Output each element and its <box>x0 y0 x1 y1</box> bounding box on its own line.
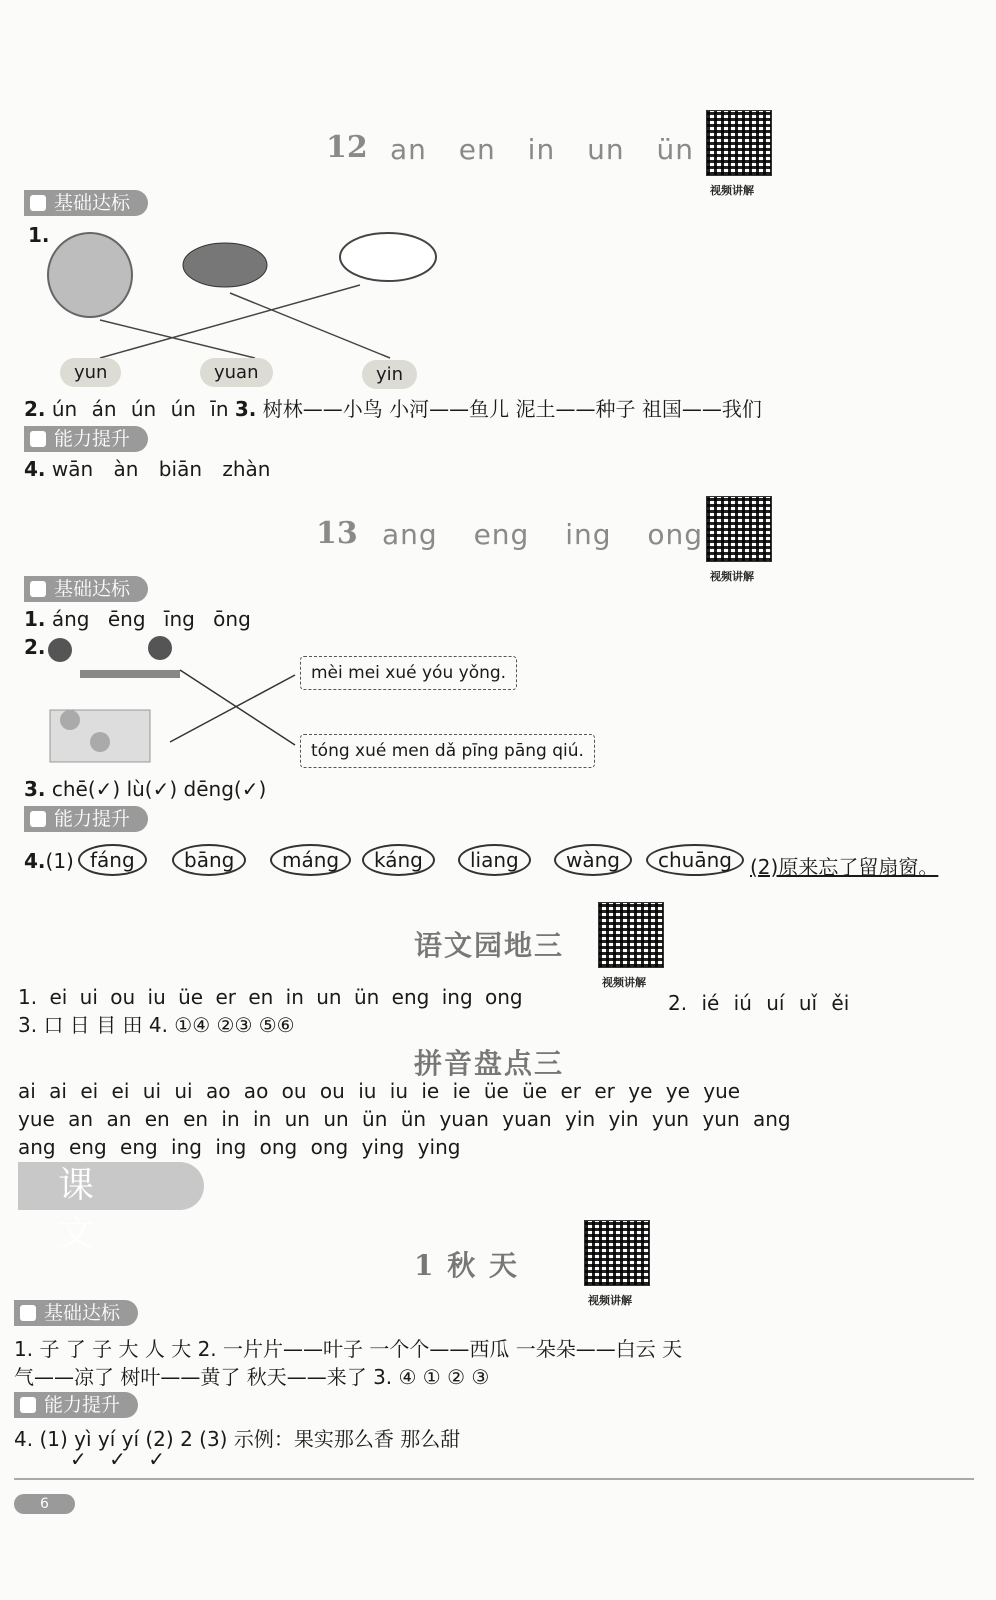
sentence-card: tóng xué men dǎ pīng pāng qiú. <box>300 734 595 768</box>
qr-code-icon[interactable] <box>706 110 772 176</box>
swimmer-figure <box>90 732 110 752</box>
match-line <box>180 670 295 745</box>
activity-illustration <box>40 630 310 770</box>
section-badge-basic: 基础达标 <box>14 1300 138 1326</box>
qr-code-icon[interactable] <box>706 496 772 562</box>
swimmer-figure <box>60 710 80 730</box>
lesson-number-13: 13 <box>316 516 358 551</box>
section-title-garden: 语文园地三 <box>414 929 565 962</box>
book-icon <box>30 195 46 211</box>
answer-line: yue an an en en in in un un ün ün yuan yuan yin yin yun yun ang <box>18 1107 791 1131</box>
dark-cloud-image <box>183 243 267 287</box>
section-badge-advanced: 能力提升 <box>24 806 148 832</box>
question-number: 1. <box>28 223 50 247</box>
section-badge-advanced: 能力提升 <box>24 426 148 452</box>
ping-pong-table <box>80 670 180 678</box>
qr-label: 视频讲解 <box>588 1294 632 1307</box>
answer-line: 4. wān àn biān zhàn <box>24 457 271 481</box>
pinyin-oval: chuāng <box>646 844 744 876</box>
match-line <box>230 293 390 358</box>
lesson-title-12: an en in un ün <box>390 133 694 166</box>
match-line <box>100 285 360 358</box>
ball-image <box>48 233 132 317</box>
answer-line: 4.(1) <box>24 849 74 873</box>
qr-label: 视频讲解 <box>710 184 754 197</box>
child-figure <box>148 636 172 660</box>
sentence-card: mèi mei xué yóu yǒng. <box>300 656 517 690</box>
qr-label: 视频讲解 <box>710 570 754 583</box>
section-badge-basic: 基础达标 <box>24 190 148 216</box>
answer-line: 1. 子 了 子 大 人 大 2. 一片片——叶子 一个个——西瓜 一朵朵——白云 天 <box>14 1337 683 1361</box>
match-line <box>100 320 255 358</box>
pinyin-pill: yun <box>60 358 121 387</box>
answer-line: 3. 口 日 目 田 4. ①④ ②③ ⑤⑥ <box>18 1013 295 1037</box>
lesson-title-13: ang eng ing ong <box>382 518 704 551</box>
section-badge-basic: 基础达标 <box>24 576 148 602</box>
answer-line: 2. ié iú uí uǐ ěi <box>668 991 850 1015</box>
book-icon <box>20 1305 36 1321</box>
pinyin-oval: káng <box>362 844 435 876</box>
white-cloud-image <box>340 233 436 281</box>
pinyin-pill: yuan <box>200 358 273 387</box>
lesson-number-12: 12 <box>326 130 368 165</box>
section-title-review: 拼音盘点三 <box>414 1047 565 1080</box>
answer-line: 4. (1) yì yí yí (2) 2 (3) 示例：果实那么香 那么甜 <box>14 1427 461 1451</box>
chapter-banner: 课文 <box>18 1162 204 1210</box>
book-icon <box>30 431 46 447</box>
qr-code-icon[interactable] <box>584 1220 650 1286</box>
book-icon <box>30 581 46 597</box>
qr-label: 视频讲解 <box>602 976 646 989</box>
pinyin-oval: fáng <box>78 844 147 876</box>
answer-line: 1. ei ui ou iu üe er en in un ün eng ing ong <box>18 985 523 1009</box>
child-figure <box>48 638 72 662</box>
answer-text: (2)原来忘了留扇窗。 <box>750 855 939 879</box>
pinyin-pill: yin <box>362 360 417 389</box>
pinyin-oval: máng <box>270 844 351 876</box>
answer-line: 1. áng ēng īng ōng <box>24 607 251 631</box>
footer-divider <box>14 1478 974 1480</box>
book-icon <box>30 811 46 827</box>
pinyin-oval: liang <box>458 844 531 876</box>
pinyin-oval: bāng <box>172 844 246 876</box>
lesson-title-autumn: 1 秋 天 <box>414 1249 519 1282</box>
book-icon <box>20 1397 36 1413</box>
section-badge-advanced: 能力提升 <box>14 1392 138 1418</box>
pinyin-oval: wàng <box>554 844 632 876</box>
answer-line: ang eng eng ing ing ong ong ying ying <box>18 1135 461 1159</box>
page-number: 6 <box>14 1494 75 1514</box>
answer-line: 气——凉了 树叶——黄了 秋天——来了 3. ④ ① ② ③ <box>14 1365 490 1389</box>
question-number: 2. <box>24 635 46 659</box>
qr-code-icon[interactable] <box>598 902 664 968</box>
check-marks: ✓ ✓ ✓ <box>70 1447 165 1471</box>
answer-line: 2. ún án ún ún īn 3. 树林——小鸟 小河——鱼儿 泥土——种子 祖国——我们 <box>24 397 762 421</box>
answer-line: ai ai ei ei ui ui ao ao ou ou iu iu ie ie üe üe er er ye ye yue <box>18 1079 741 1103</box>
answer-line: 3. chē(✓) lù(✓) dēng(✓) <box>24 777 267 801</box>
